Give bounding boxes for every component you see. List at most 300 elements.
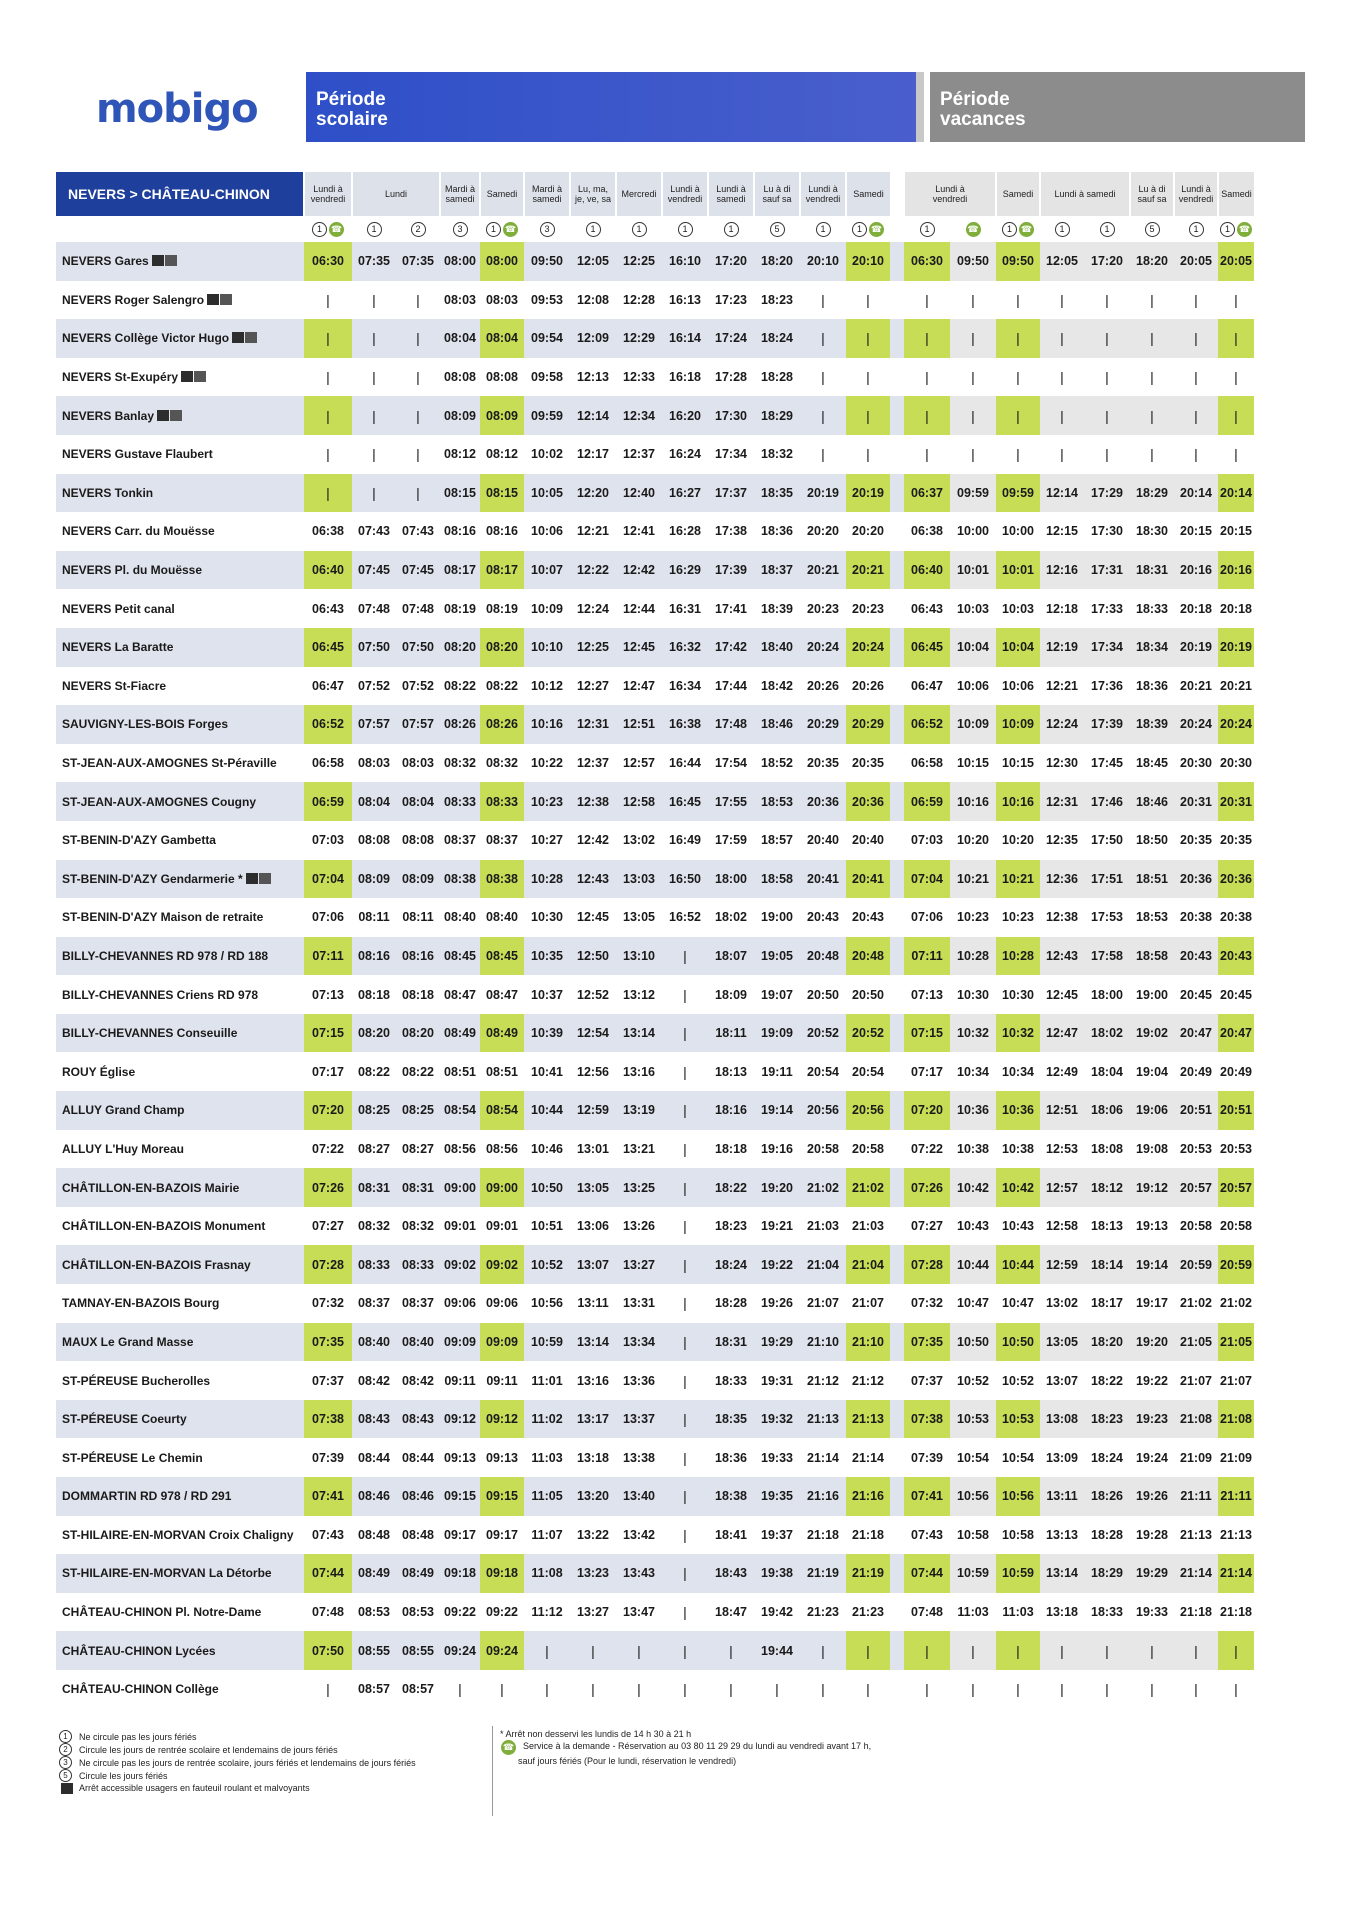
time-cell: | <box>1060 1681 1064 1698</box>
time-cell: 10:06 <box>957 678 989 693</box>
time-cell: 19:29 <box>754 1323 800 1362</box>
time-cell: 08:42 <box>402 1373 434 1388</box>
time-cell: 07:27 <box>904 1207 950 1246</box>
time-cell: 12:59 <box>1040 1245 1084 1284</box>
stop-label: NEVERS Petit canal <box>62 601 175 616</box>
time-cell: 07:52 <box>402 678 434 693</box>
time-cell: 21:11 <box>1218 1477 1254 1516</box>
time-cell: 13:14 <box>570 1323 616 1362</box>
time-cell: 20:18 <box>1218 589 1254 628</box>
period-gap <box>890 281 904 320</box>
time-cell: 10:56 <box>996 1477 1040 1516</box>
time-cell: 08:40 <box>444 910 476 925</box>
time-cell: 10:42 <box>950 1168 996 1207</box>
time-cell: 19:26 <box>761 1296 793 1311</box>
time-cell: 21:02 <box>1180 1296 1212 1311</box>
stop-label: ST-HILAIRE-EN-MORVAN La Détorbe <box>62 1566 272 1581</box>
time-cell: 19:14 <box>1130 1245 1174 1284</box>
time-cell: 08:54 <box>440 1091 480 1130</box>
period-gap <box>890 744 904 783</box>
time-cell: 10:59 <box>524 1323 570 1362</box>
note-mark: 5 <box>1145 222 1160 237</box>
stop-name <box>56 396 304 435</box>
time-cell: 20:19 <box>800 474 846 513</box>
header-row <box>56 172 1254 216</box>
time-cell: 18:04 <box>1091 1064 1123 1079</box>
time-cell: 18:29 <box>754 396 800 435</box>
time-cell: | <box>904 281 950 320</box>
time-cell: | <box>480 1670 524 1709</box>
visually-impaired-icon <box>165 255 177 266</box>
column-note-marks <box>708 216 754 242</box>
stop-label: BILLY-CHEVANNES RD 978 / RD 188 <box>62 948 269 963</box>
time-cell: 09:02 <box>480 1245 524 1284</box>
time-cell: 18:31 <box>1130 551 1174 590</box>
time-cell: 18:24 <box>754 319 800 358</box>
note-mark: 3 <box>59 1756 72 1769</box>
time-cell: 20:29 <box>846 705 890 744</box>
time-cell: 08:46 <box>352 1477 396 1516</box>
time-cell: 13:42 <box>623 1527 655 1542</box>
time-cell: | <box>372 369 376 386</box>
time-cell: | <box>683 1372 687 1389</box>
time-cell: 18:17 <box>1091 1296 1123 1311</box>
time-cell: 10:32 <box>950 1014 996 1053</box>
time-cell: 21:13 <box>1180 1527 1212 1542</box>
time-cell: 21:02 <box>800 1168 846 1207</box>
time-cell: 08:12 <box>444 447 476 462</box>
time-cell: 20:15 <box>1180 524 1212 539</box>
time-cell: | <box>545 1681 549 1698</box>
time-cell: | <box>846 396 890 435</box>
time-cell: 18:42 <box>761 678 793 693</box>
time-cell: | <box>304 396 352 435</box>
time-cell: 16:18 <box>669 370 701 385</box>
time-cell: 18:24 <box>708 1245 754 1284</box>
stop-label: DOMMARTIN RD 978 / RD 291 <box>62 1489 232 1504</box>
time-cell: 07:15 <box>304 1014 352 1053</box>
time-cell: 10:01 <box>996 551 1040 590</box>
time-cell: 13:09 <box>1046 1450 1078 1465</box>
stop-name <box>56 1091 304 1130</box>
time-cell: | <box>846 1631 890 1670</box>
time-cell: 06:52 <box>304 705 352 744</box>
time-cell: 12:33 <box>623 370 655 385</box>
column-note-marks <box>1174 216 1218 242</box>
time-cell: 10:06 <box>531 524 563 539</box>
time-cell: 10:38 <box>996 1130 1040 1169</box>
time-cell: 16:29 <box>662 551 708 590</box>
time-cell: | <box>821 446 825 463</box>
time-cell: 16:31 <box>669 601 701 616</box>
time-cell: 17:53 <box>1091 910 1123 925</box>
legend-item <box>58 1782 416 1794</box>
stop-label: CHÂTILLON-EN-BAZOIS Mairie <box>62 1180 240 1195</box>
time-cell: | <box>662 937 708 976</box>
time-cell: 12:54 <box>570 1014 616 1053</box>
time-cell: | <box>904 319 950 358</box>
time-cell: 20:21 <box>1180 678 1212 693</box>
time-cell: | <box>662 1091 708 1130</box>
stop-label: CHÂTILLON-EN-BAZOIS Frasnay <box>62 1257 251 1272</box>
time-cell: 20:56 <box>846 1091 890 1130</box>
time-cell: | <box>304 474 352 513</box>
time-cell: 08:25 <box>396 1091 440 1130</box>
time-cell: 20:40 <box>846 821 890 860</box>
time-cell: 08:49 <box>352 1554 396 1593</box>
time-cell: | <box>996 281 1040 320</box>
table-row <box>56 396 1254 435</box>
time-cell: 20:15 <box>1218 512 1254 551</box>
notes-row <box>56 216 1254 242</box>
time-cell: 19:05 <box>754 937 800 976</box>
time-cell: 10:03 <box>957 601 989 616</box>
time-cell: 17:36 <box>1091 678 1123 693</box>
time-cell: 10:03 <box>996 589 1040 628</box>
time-cell: 10:54 <box>957 1450 989 1465</box>
time-cell: 08:09 <box>396 860 440 899</box>
time-cell: 20:35 <box>1218 821 1254 860</box>
time-cell: 17:37 <box>708 474 754 513</box>
time-cell: 20:58 <box>1218 1207 1254 1246</box>
time-cell: | <box>683 1449 687 1466</box>
time-cell: | <box>458 1681 462 1698</box>
time-cell: 08:33 <box>480 782 524 821</box>
time-cell: 08:18 <box>358 987 390 1002</box>
time-cell: 10:09 <box>950 705 996 744</box>
time-cell: 20:10 <box>800 242 846 281</box>
time-cell: 19:32 <box>754 1400 800 1439</box>
time-cell: 12:38 <box>1046 910 1078 925</box>
stop-name <box>56 1014 304 1053</box>
time-cell: 08:53 <box>358 1605 390 1620</box>
table-row <box>56 1361 1254 1400</box>
time-cell: 21:03 <box>807 1219 839 1234</box>
time-cell: 17:39 <box>1084 705 1130 744</box>
time-cell: | <box>1040 319 1084 358</box>
time-cell: 18:36 <box>715 1450 747 1465</box>
note-mark: 1 <box>367 222 382 237</box>
time-cell: 12:51 <box>616 705 662 744</box>
time-cell: 18:33 <box>1091 1605 1123 1620</box>
legend-item <box>58 1730 416 1743</box>
time-cell: 13:01 <box>577 1141 609 1156</box>
time-cell: 10:44 <box>996 1245 1040 1284</box>
time-cell: 09:01 <box>444 1219 476 1234</box>
time-cell: 18:07 <box>708 937 754 976</box>
time-cell: 16:44 <box>669 756 701 771</box>
time-cell: 20:21 <box>800 551 846 590</box>
table-title: NEVERS > CHÂTEAU-CHINON <box>56 172 304 216</box>
legend-text: Ne circule pas les jours de rentrée scolaire, jours fériés et lendemains de jours fériés <box>79 1757 416 1768</box>
time-cell: 20:58 <box>1180 1219 1212 1234</box>
stop-label: ST-BENIN-D'AZY Gambetta <box>62 833 216 848</box>
time-cell: 13:27 <box>616 1245 662 1284</box>
time-cell: 08:08 <box>402 833 434 848</box>
time-cell: 09:53 <box>531 292 563 307</box>
note-mark: 1 <box>59 1730 72 1743</box>
time-cell: | <box>1130 1631 1174 1670</box>
wheelchair-icon <box>157 410 169 421</box>
note-mark: 1 <box>586 222 601 237</box>
time-cell: 18:43 <box>708 1554 754 1593</box>
time-cell: 18:29 <box>1084 1554 1130 1593</box>
time-cell: | <box>1060 291 1064 308</box>
time-cell: 10:15 <box>957 756 989 771</box>
time-cell: 10:44 <box>950 1245 996 1284</box>
time-cell: 13:02 <box>1046 1296 1078 1311</box>
period-gap <box>890 551 904 590</box>
time-cell: 07:39 <box>304 1438 352 1477</box>
note-mark: 1 <box>920 222 935 237</box>
column-header: Samedi <box>480 172 524 216</box>
time-cell: 18:38 <box>708 1477 754 1516</box>
note-mark: 1 <box>1220 222 1235 237</box>
column-note-marks <box>440 216 480 242</box>
time-cell: 08:37 <box>402 1296 434 1311</box>
column-header: Lundi <box>352 172 440 216</box>
wheelchair-icon <box>232 332 244 343</box>
banner-edge <box>916 72 924 142</box>
time-cell: 09:15 <box>440 1477 480 1516</box>
time-cell: 08:20 <box>396 1014 440 1053</box>
time-cell: 08:11 <box>402 910 434 925</box>
time-cell: 11:07 <box>531 1527 563 1542</box>
time-cell: 19:22 <box>1136 1373 1168 1388</box>
time-cell: 18:02 <box>715 910 747 925</box>
stop-name <box>56 589 304 628</box>
time-cell: 12:47 <box>1040 1014 1084 1053</box>
time-cell: 07:41 <box>904 1477 950 1516</box>
time-cell: 06:58 <box>904 744 950 783</box>
time-cell: | <box>416 446 420 463</box>
time-cell: 08:00 <box>480 242 524 281</box>
time-cell: 18:53 <box>754 782 800 821</box>
time-cell: 11:12 <box>531 1605 563 1620</box>
time-cell: 17:55 <box>708 782 754 821</box>
time-cell: 20:45 <box>1218 975 1254 1014</box>
time-cell: 20:24 <box>1174 705 1218 744</box>
stop-name <box>56 512 304 551</box>
period-gap <box>890 1438 904 1477</box>
time-cell: 06:43 <box>904 589 950 628</box>
legend-text: Circule les jours de rentrée scolaire et lendemains de jours fériés <box>79 1744 338 1755</box>
note-mark: 3 <box>540 222 555 237</box>
time-cell: 18:53 <box>1136 910 1168 925</box>
period-vacation-label: Période vacances <box>940 89 1026 130</box>
stop-label: NEVERS Tonkin <box>62 485 154 500</box>
column-note-marks <box>1040 216 1084 242</box>
table-row <box>56 1400 1254 1439</box>
time-cell: | <box>996 358 1040 397</box>
phone-icon: ☎ <box>503 222 518 237</box>
time-cell: 19:29 <box>1130 1554 1174 1593</box>
table-row <box>56 242 1254 281</box>
time-cell: 19:22 <box>754 1245 800 1284</box>
stop-name <box>56 1207 304 1246</box>
time-cell: 13:26 <box>623 1219 655 1234</box>
time-cell: | <box>416 291 420 308</box>
time-cell: 19:14 <box>754 1091 800 1130</box>
time-cell: 20:41 <box>846 860 890 899</box>
time-cell: | <box>1218 281 1254 320</box>
time-cell: 20:30 <box>1218 744 1254 783</box>
time-cell: | <box>372 446 376 463</box>
time-cell: | <box>591 1681 595 1698</box>
time-cell: 09:13 <box>480 1438 524 1477</box>
time-cell: 06:40 <box>304 551 352 590</box>
time-cell: 08:55 <box>352 1631 396 1670</box>
time-cell: 21:14 <box>1218 1554 1254 1593</box>
time-cell: 13:19 <box>616 1091 662 1130</box>
period-gap <box>890 1361 904 1400</box>
time-cell: 20:26 <box>807 678 839 693</box>
time-cell: 07:50 <box>304 1631 352 1670</box>
time-cell: 09:24 <box>440 1631 480 1670</box>
time-cell: 20:48 <box>846 937 890 976</box>
table-row <box>56 1670 1254 1709</box>
time-cell: 16:50 <box>662 860 708 899</box>
column-header: Lu à di sauf sa <box>1130 172 1174 216</box>
legend-tad-note <box>500 1740 930 1755</box>
time-cell: | <box>846 1670 890 1709</box>
period-gap <box>890 1516 904 1555</box>
time-cell: 07:17 <box>904 1052 950 1091</box>
note-mark: 1 <box>1100 222 1115 237</box>
time-cell: 11:03 <box>531 1450 563 1465</box>
stop-label: CHÂTEAU-CHINON Collège <box>62 1682 219 1697</box>
time-cell: 07:41 <box>304 1477 352 1516</box>
time-cell: 08:19 <box>444 601 476 616</box>
legend-star-note: * Arrêt non desservi les lundis de 14 h 30 à 21 h <box>500 1729 692 1739</box>
note-mark: 1 <box>1002 222 1017 237</box>
time-cell: 18:50 <box>1136 833 1168 848</box>
time-cell: 12:05 <box>570 242 616 281</box>
time-cell: 11:01 <box>531 1373 563 1388</box>
time-cell: 07:38 <box>304 1400 352 1439</box>
time-cell: 12:49 <box>1046 1064 1078 1079</box>
time-cell: 18:14 <box>1084 1245 1130 1284</box>
period-gap <box>890 860 904 899</box>
time-cell: 08:45 <box>480 937 524 976</box>
column-header: Lundi à vendredi <box>904 172 996 216</box>
time-cell: 12:05 <box>1040 242 1084 281</box>
time-cell: 18:08 <box>1091 1141 1123 1156</box>
time-cell: 10:23 <box>996 898 1040 937</box>
stop-label: CHÂTEAU-CHINON Pl. Notre-Dame <box>62 1605 262 1620</box>
time-cell: 12:36 <box>1040 860 1084 899</box>
time-cell: 12:15 <box>1046 524 1078 539</box>
time-cell: 16:13 <box>669 292 701 307</box>
time-cell: 18:24 <box>1091 1450 1123 1465</box>
table-row <box>56 1091 1254 1130</box>
period-gap <box>890 216 904 242</box>
note-mark: 1 <box>724 222 739 237</box>
time-cell: 20:36 <box>800 782 846 821</box>
time-cell: 18:52 <box>761 756 793 771</box>
period-gap <box>890 396 904 435</box>
time-cell: 08:27 <box>358 1141 390 1156</box>
time-cell: 18:34 <box>1130 628 1174 667</box>
time-cell: 09:54 <box>524 319 570 358</box>
column-note-marks <box>524 216 570 242</box>
table-row <box>56 782 1254 821</box>
table-row <box>56 358 1254 397</box>
time-cell: 12:31 <box>570 705 616 744</box>
time-cell: 08:26 <box>440 705 480 744</box>
time-cell: 21:13 <box>1218 1516 1254 1555</box>
stop-name <box>56 1477 304 1516</box>
time-cell: 09:00 <box>480 1168 524 1207</box>
time-cell: 20:14 <box>1218 474 1254 513</box>
column-header: Mercredi <box>616 172 662 216</box>
time-cell: 12:31 <box>1040 782 1084 821</box>
time-cell: 08:46 <box>396 1477 440 1516</box>
time-cell: 13:07 <box>1046 1373 1078 1388</box>
time-cell: 20:45 <box>1180 987 1212 1002</box>
table-row <box>56 821 1254 860</box>
period-school-banner <box>306 72 924 142</box>
time-cell: 07:06 <box>904 898 950 937</box>
time-cell: 16:32 <box>662 628 708 667</box>
time-cell: 06:45 <box>904 628 950 667</box>
time-cell: 12:41 <box>623 524 655 539</box>
time-cell: | <box>352 396 396 435</box>
time-cell: 20:05 <box>1218 242 1254 281</box>
time-cell: 08:03 <box>444 292 476 307</box>
time-cell: 13:08 <box>1040 1400 1084 1439</box>
time-cell: 08:09 <box>352 860 396 899</box>
stop-name <box>56 1631 304 1670</box>
time-cell: 13:18 <box>1046 1605 1078 1620</box>
period-gap <box>890 898 904 937</box>
time-cell: 20:19 <box>1174 628 1218 667</box>
time-cell: 08:37 <box>480 821 524 860</box>
time-cell: 20:18 <box>1180 601 1212 616</box>
time-cell: 20:19 <box>846 474 890 513</box>
time-cell: 21:23 <box>846 1593 890 1632</box>
time-cell: 19:31 <box>761 1373 793 1388</box>
table-row <box>56 1323 1254 1362</box>
time-cell: | <box>821 1681 825 1698</box>
time-cell: 08:49 <box>440 1014 480 1053</box>
time-cell: 21:12 <box>807 1373 839 1388</box>
time-cell: 08:18 <box>402 987 434 1002</box>
time-cell: 17:48 <box>708 705 754 744</box>
time-cell: 10:50 <box>950 1323 996 1362</box>
time-cell: | <box>1130 396 1174 435</box>
time-cell: 08:31 <box>396 1168 440 1207</box>
stop-name <box>56 1400 304 1439</box>
phone-icon: ☎ <box>329 222 344 237</box>
table-row <box>56 435 1254 474</box>
time-cell: | <box>416 369 420 386</box>
time-cell: 08:37 <box>358 1296 390 1311</box>
time-cell: 09:17 <box>480 1516 524 1555</box>
time-cell: 08:08 <box>480 358 524 397</box>
table-row <box>56 474 1254 513</box>
time-cell: 06:30 <box>904 242 950 281</box>
period-gap <box>890 589 904 628</box>
time-cell: 08:26 <box>480 705 524 744</box>
time-cell: 07:20 <box>304 1091 352 1130</box>
time-cell: 09:24 <box>480 1631 524 1670</box>
time-cell: 09:18 <box>480 1554 524 1593</box>
time-cell: 20:43 <box>1174 937 1218 976</box>
time-cell: 21:14 <box>846 1438 890 1477</box>
time-cell: 07:45 <box>396 551 440 590</box>
wheelchair-icon <box>181 371 193 382</box>
